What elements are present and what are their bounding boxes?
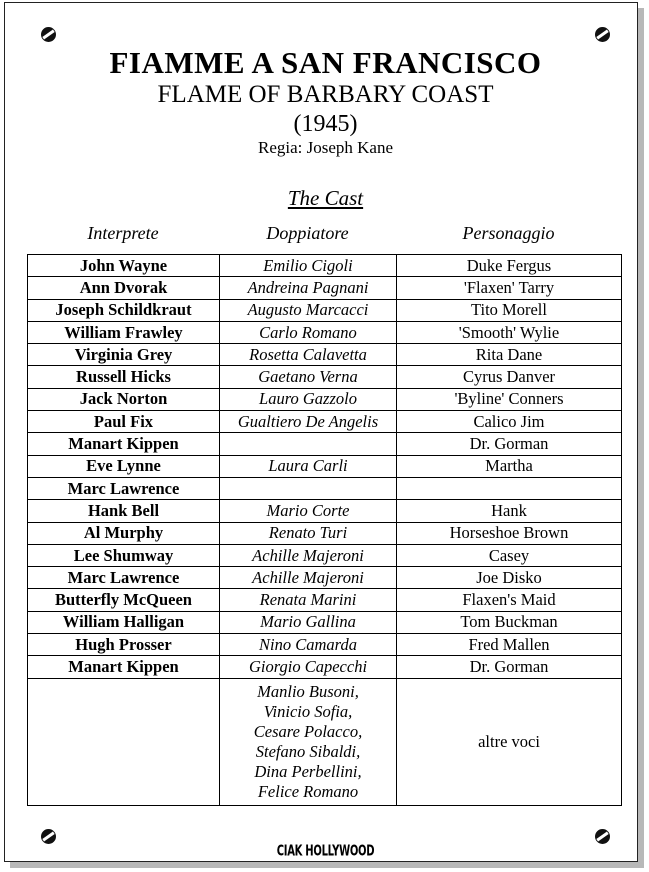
dubber-cell: Lauro Gazzolo	[220, 388, 397, 410]
other-voices-names	[220, 678, 397, 805]
actor-cell: William Halligan	[28, 611, 220, 633]
table-row	[28, 455, 622, 477]
table-row	[28, 589, 622, 611]
dubber-cell: Nino Camarda	[220, 634, 397, 656]
table-row	[28, 255, 622, 277]
original-title: FLAME OF BARBARY COAST	[157, 81, 494, 108]
actor-cell: Virginia Grey	[28, 344, 220, 366]
actor-cell: Hank Bell	[28, 500, 220, 522]
table-row	[28, 277, 622, 299]
voice-name: Manlio Busoni,	[257, 681, 359, 701]
table-row	[28, 433, 622, 455]
character-cell: Joe Disko	[397, 567, 622, 589]
column-header-actor: Interprete	[87, 223, 159, 243]
character-cell	[397, 477, 622, 499]
actor-cell: William Frawley	[28, 321, 220, 343]
character-cell: 'Smooth' Wylie	[397, 321, 622, 343]
table-row	[28, 411, 622, 433]
dubber-cell: Mario Gallina	[220, 611, 397, 633]
cast-table	[27, 254, 622, 806]
actor-cell: Russell Hicks	[28, 366, 220, 388]
cast-plaque	[4, 2, 638, 862]
dubber-cell: Rosetta Calavetta	[220, 344, 397, 366]
actor-cell: Eve Lynne	[28, 455, 220, 477]
dubber-cell: Renata Marini	[220, 589, 397, 611]
empty-actor-cell	[28, 678, 220, 805]
actor-cell: Manart Kippen	[28, 433, 220, 455]
dubber-cell: Laura Carli	[220, 455, 397, 477]
actor-cell: Joseph Schildkraut	[28, 299, 220, 321]
character-cell: Casey	[397, 544, 622, 566]
dubber-cell: Gualtiero De Angelis	[220, 411, 397, 433]
table-row	[28, 388, 622, 410]
actor-cell: Lee Shumway	[28, 544, 220, 566]
character-cell: Duke Fergus	[397, 255, 622, 277]
table-row	[28, 477, 622, 499]
character-cell: Tito Morell	[397, 299, 622, 321]
dubber-cell	[220, 433, 397, 455]
character-cell: Rita Dane	[397, 344, 622, 366]
dubber-cell: Achille Majeroni	[220, 567, 397, 589]
character-cell: Fred Mallen	[397, 634, 622, 656]
table-row	[28, 344, 622, 366]
voice-name: Stefano Sibaldi,	[255, 741, 361, 761]
actor-cell: Hugh Prosser	[28, 634, 220, 656]
dubber-cell	[220, 477, 397, 499]
table-row	[28, 500, 622, 522]
character-cell: 'Byline' Conners	[397, 388, 622, 410]
table-row-other-voices	[28, 678, 622, 805]
ciak-hollywood-logo: CIAK HOLLYWOOD	[276, 843, 375, 860]
dubber-cell: Mario Corte	[220, 500, 397, 522]
character-cell: Tom Buckman	[397, 611, 622, 633]
actor-cell: Marc Lawrence	[28, 477, 220, 499]
table-row	[28, 611, 622, 633]
table-row	[28, 299, 622, 321]
character-cell: Horseshoe Brown	[397, 522, 622, 544]
table-row	[28, 522, 622, 544]
dubber-cell: Gaetano Verna	[220, 366, 397, 388]
character-cell: Hank	[397, 500, 622, 522]
table-row	[28, 656, 622, 678]
table-row	[28, 567, 622, 589]
character-cell: Flaxen's Maid	[397, 589, 622, 611]
screw-icon	[595, 27, 610, 42]
voice-name: Felice Romano	[257, 781, 359, 801]
character-cell: 'Flaxen' Tarry	[397, 277, 622, 299]
release-year: (1945)	[293, 111, 358, 137]
actor-cell: Paul Fix	[28, 411, 220, 433]
column-header-character: Personaggio	[462, 223, 555, 243]
screw-icon	[595, 829, 610, 844]
screw-icon	[41, 829, 56, 844]
actor-cell: Marc Lawrence	[28, 567, 220, 589]
actor-cell: Butterfly McQueen	[28, 589, 220, 611]
voice-name: Dina Perbellini,	[254, 761, 362, 781]
column-header-dubber: Doppiatore	[266, 223, 349, 243]
screw-icon	[41, 27, 56, 42]
voice-name: Vinicio Sofia,	[263, 701, 353, 721]
character-cell: Dr. Gorman	[397, 656, 622, 678]
voice-name: Cesare Polacco,	[253, 721, 363, 741]
table-row	[28, 366, 622, 388]
dubber-cell: Emilio Cigoli	[220, 255, 397, 277]
table-row	[28, 544, 622, 566]
dubber-cell: Renato Turi	[220, 522, 397, 544]
film-title: FIAMME A SAN FRANCISCO	[109, 45, 542, 80]
table-row	[28, 321, 622, 343]
actor-cell: John Wayne	[28, 255, 220, 277]
actor-cell: Manart Kippen	[28, 656, 220, 678]
table-row	[28, 634, 622, 656]
dubber-cell: Augusto Marcacci	[220, 299, 397, 321]
dubber-cell: Achille Majeroni	[220, 544, 397, 566]
character-cell: Dr. Gorman	[397, 433, 622, 455]
dubber-cell: Carlo Romano	[220, 321, 397, 343]
character-cell: Cyrus Danver	[397, 366, 622, 388]
actor-cell: Ann Dvorak	[28, 277, 220, 299]
cast-heading: The Cast	[287, 186, 364, 210]
dubber-cell: Andreina Pagnani	[220, 277, 397, 299]
dubber-cell: Giorgio Capecchi	[220, 656, 397, 678]
other-voices-label: altre voci	[397, 678, 622, 805]
director-line: Regia: Joseph Kane	[257, 138, 394, 157]
character-cell: Calico Jim	[397, 411, 622, 433]
character-cell: Martha	[397, 455, 622, 477]
actor-cell: Al Murphy	[28, 522, 220, 544]
actor-cell: Jack Norton	[28, 388, 220, 410]
